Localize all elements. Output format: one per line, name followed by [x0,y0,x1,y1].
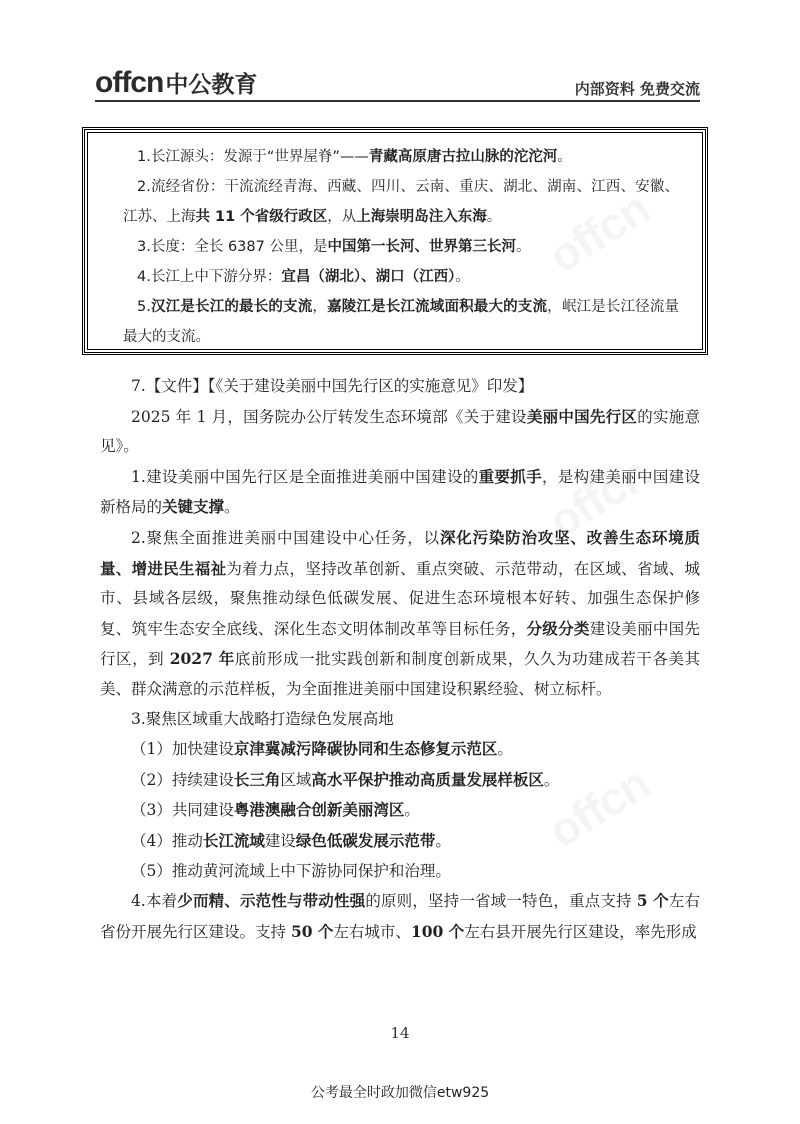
box-line-4: 4.长江上中下游分界：宜昌（湖北）、湖口（江西）。 [137,269,470,285]
item-2: 2.聚焦全面推进美丽中国建设中心任务，以深化污染防治攻坚、改善生态环境质量、增进民生福祉为着力点，坚持改革创新、重点突破、示范带动，在区域、省域、城市、县域各层级，聚焦推动绿色低碳发展、促进生态环境根本好转、加强生态保护修复、筑牢生态安全底线、深化生态文明体制改革等目标任务，分级分类建设美丽中国先行区，到 2027 年底前形成一批实践创新和制度创新成果，久久为功建成若干各美其美、群众满意的示范样板，为全面推进美丽中国建设积累经验、树立标杆。 [100,527,700,698]
intro-paragraph: 2025 年 1 月，国务院办公厅转发生态环境部《关于建设美丽中国先行区的实施意见》。 [100,406,700,456]
footer-note: 公考最全时政加微信etw925 [310,1085,490,1101]
logo-text-cn: 中公教育 [165,72,258,98]
logo-text-en: offcn [95,66,164,99]
box-line-5: 5.汉江是长江的最长的支流，嘉陵江是长江流域面积最大的支流，岷江是长江径流量最大的支流。 [123,299,680,345]
page-header [95,66,700,100]
item-3: 3.聚焦区域重大战略打造绿色发展高地 [131,709,394,728]
sub-item-2: （2）持续建设长三角区域高水平保护推动高质量发展样板区。 [131,769,560,789]
offcn-logo [95,66,257,100]
box-line-1: 1.长江源头：发源于“世界屋脊”——青藏高原唐古拉山脉的沱沱河。 [137,149,572,165]
header-label: 内部资料 免费交流 [574,80,700,98]
sub-item-4: （4）推动长江流域建设绿色低碳发展示范带。 [131,830,451,850]
main-content [100,372,700,947]
box-line-3: 3.长度：全长 6387 公里，是中国第一长河、世界第三长河。 [137,239,531,255]
yangtze-facts-box [82,127,708,355]
sub-item-1: （1）加快建设京津冀减污降碳协同和生态修复示范区。 [131,739,513,759]
item-1: 1.建设美丽中国先行区是全面推进美丽中国建设的重要抓手，是构建美丽中国建设新格局的关键支撑。 [100,466,700,517]
sub-item-5: （5）推动黄河流域上中下游协同保护和治理。 [131,861,451,880]
section-title: 7.【文件】【《关于建设美丽中国先行区的实施意见》印发】 [131,377,534,395]
page-number: 14 [390,1024,410,1042]
header-divider [95,100,700,102]
item-4: 4.本着少而精、示范性与带动性强的原则，坚持一省域一特色，重点支持 5 个左右省份开展先行区建设。支持 50 个左右城市、100 个左右县开展先行区建设，率先形成 [100,891,700,941]
sub-item-3: （3）共同建设粤港澳融合创新美丽湾区。 [131,800,420,820]
box-line-2: 2.流经省份：干流流经青海、西藏、四川、云南、重庆、湖北、湖南、江西、安徽、江苏、上海共 11 个省级行政区，从上海崇明岛注入东海。 [123,179,679,225]
